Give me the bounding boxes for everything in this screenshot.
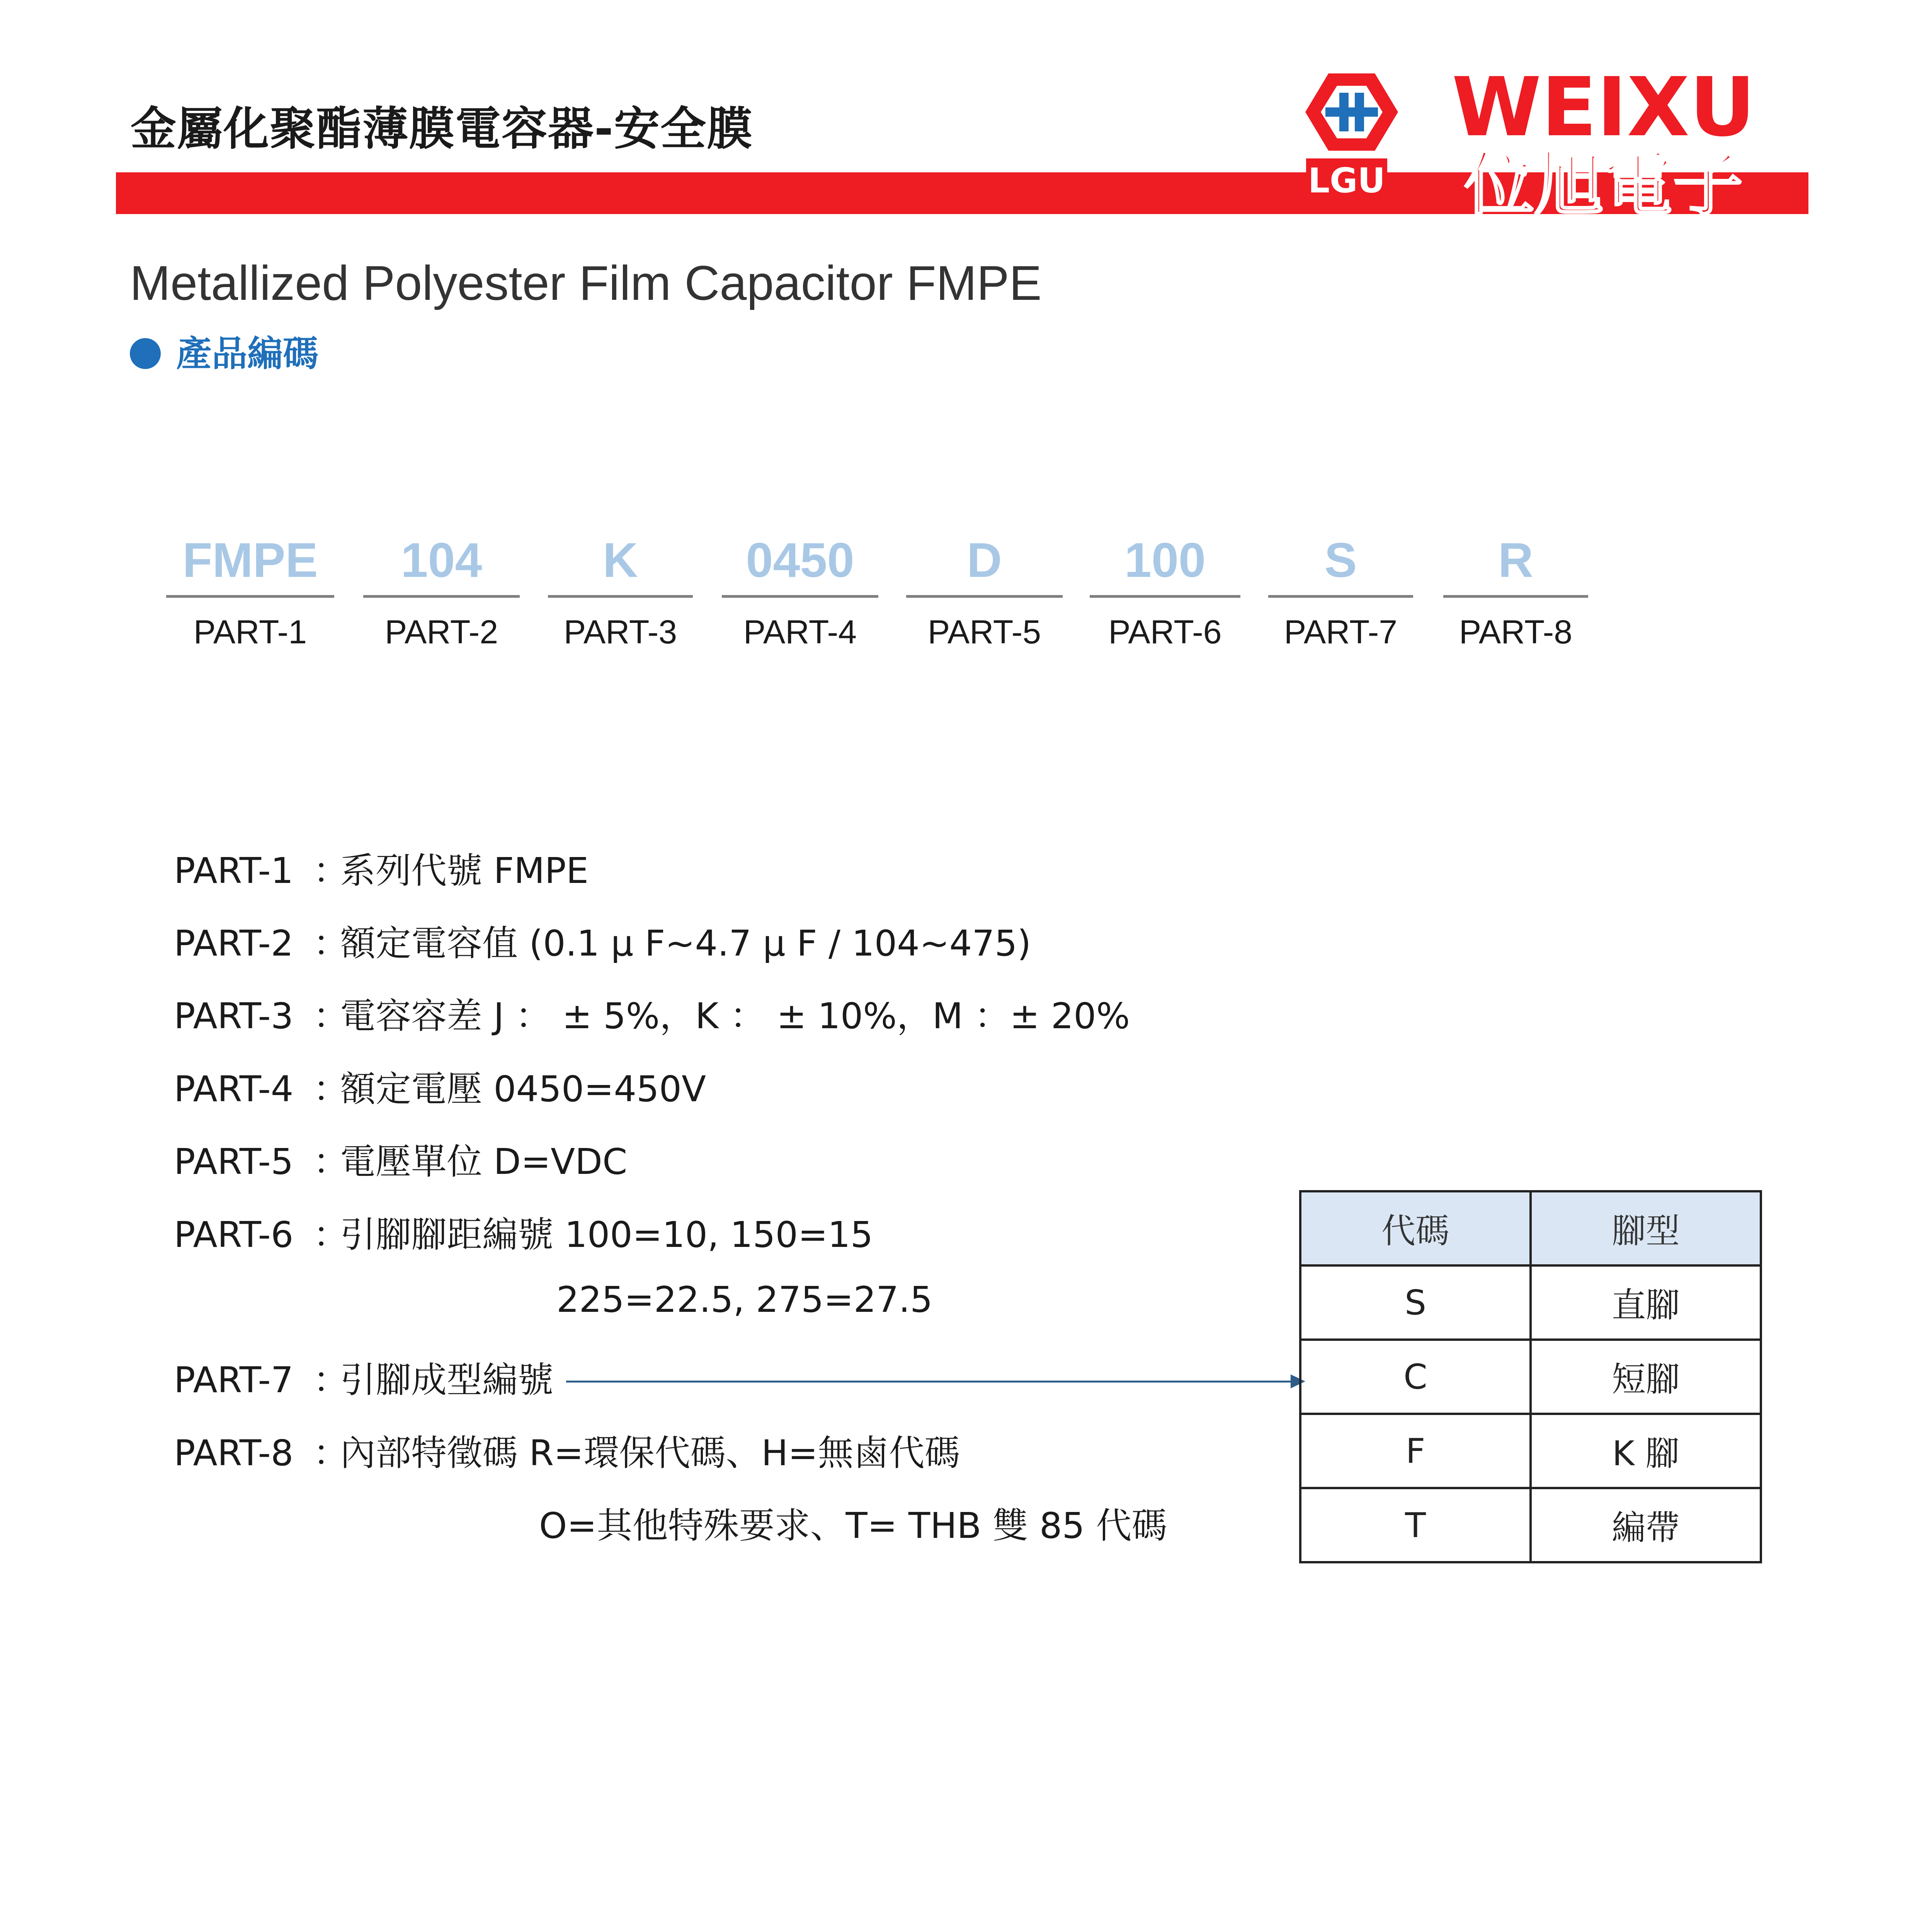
table-row — [1300, 1488, 1761, 1562]
code-part-label: PART-4 — [743, 614, 857, 651]
table-cell: K 腳 — [1531, 1414, 1761, 1488]
brand-sub-text: LGU — [1308, 161, 1385, 201]
code-segment — [363, 526, 520, 651]
table-row — [1300, 1414, 1761, 1488]
code-segment — [548, 526, 693, 651]
desc-continuation: O=其他特殊要求、T= THB 雙 85 代碼 — [539, 1505, 1167, 1546]
desc-row: PART-4 ：額定電壓 0450=450V — [174, 1068, 706, 1110]
desc-text: 引腳腳距編號 100=10, 150=15 — [340, 1214, 873, 1255]
code-value: R — [1498, 533, 1533, 587]
table-cell: F — [1300, 1414, 1531, 1488]
document-title: 金屬化聚酯薄膜電容器-安全膜 — [131, 102, 753, 155]
desc-row: PART-1 ：系列代號 FMPE — [174, 850, 589, 891]
code-value: K — [603, 533, 638, 587]
code-segment — [1090, 526, 1240, 651]
product-subtitle: Metallized Polyester Film Capacitor FMPE — [130, 256, 1042, 310]
code-segment — [166, 526, 334, 651]
desc-row: PART-6 ：引腳腳距編號 100=10, 150=15 — [174, 1214, 873, 1255]
table-row — [1300, 1265, 1761, 1340]
bullet-dot-icon — [130, 338, 161, 369]
table-cell: 編帶 — [1531, 1488, 1761, 1562]
brand-zh-text: 位旭電子 — [1464, 145, 1743, 216]
code-part-label: PART-1 — [193, 614, 307, 651]
desc-label: PART-3 — [174, 995, 294, 1037]
desc-row: PART-3 ：電容容差 J ： ± 5%，K ： ± 10%，M ：± 20% — [174, 995, 1130, 1037]
code-part-label: PART-3 — [563, 614, 677, 651]
table-cell: S — [1300, 1265, 1531, 1340]
desc-row: PART-7 ：引腳成型編號 — [174, 1359, 554, 1401]
weixu-logo — [1283, 62, 1816, 216]
code-part-label: PART-8 — [1459, 614, 1573, 651]
code-underline — [906, 595, 1063, 598]
table-header-cell: 腳型 — [1531, 1191, 1761, 1265]
desc-row: PART-2 ：額定電容值 (0.1 μ F~4.7 μ F / 104~475) — [174, 923, 1031, 964]
code-underline — [1443, 595, 1588, 598]
code-segment — [906, 526, 1063, 651]
table-row — [1300, 1340, 1761, 1414]
table-cell: 直腳 — [1531, 1265, 1761, 1340]
code-underline — [1268, 595, 1413, 598]
table-header-row — [1300, 1191, 1761, 1265]
code-underline — [363, 595, 520, 598]
section-title: 產品編碼 — [176, 333, 319, 374]
desc-label: PART-6 — [174, 1214, 294, 1255]
code-value: FMPE — [182, 533, 318, 587]
lead-type-table — [1299, 1190, 1762, 1563]
desc-label: PART-7 — [174, 1359, 294, 1401]
desc-label: PART-8 — [174, 1432, 294, 1474]
code-underline — [1090, 595, 1240, 598]
code-value: D — [967, 533, 1002, 587]
table-cell: 短腳 — [1531, 1340, 1761, 1414]
code-underline — [166, 595, 334, 598]
code-part-label: PART-6 — [1108, 614, 1222, 651]
desc-text: 電壓單位 D=VDC — [340, 1141, 628, 1182]
desc-text: 引腳成型編號 — [340, 1359, 554, 1401]
desc-row: PART-8 ：內部特徵碼 R=環保代碼、H=無鹵代碼 — [174, 1432, 960, 1474]
code-value: 100 — [1124, 533, 1206, 587]
table-header-cell: 代碼 — [1300, 1191, 1531, 1265]
code-part-label: PART-5 — [927, 614, 1041, 651]
desc-text: 額定電壓 0450=450V — [340, 1068, 706, 1110]
code-segment — [1268, 526, 1413, 651]
code-value: 104 — [401, 533, 482, 587]
desc-text: 系列代號 FMPE — [340, 850, 589, 891]
desc-label: PART-4 — [174, 1068, 294, 1110]
pointer-arrow-line — [566, 1381, 1294, 1383]
desc-text: 電容容差 J ： ± 5%，K ： ± 10%，M ：± 20% — [340, 995, 1130, 1037]
section-heading — [130, 325, 318, 376]
code-value: 0450 — [746, 533, 854, 587]
code-value: S — [1324, 533, 1357, 587]
table-cell: T — [1300, 1488, 1531, 1562]
brand-en-text: WEIXU — [1452, 62, 1755, 155]
code-segment — [722, 526, 878, 651]
code-underline — [548, 595, 693, 598]
desc-continuation: 225=22.5, 275=27.5 — [556, 1279, 933, 1320]
code-part-label: PART-2 — [384, 614, 498, 651]
desc-label: PART-5 — [174, 1141, 294, 1182]
desc-label: PART-1 — [174, 850, 294, 891]
code-segment — [1443, 526, 1588, 651]
desc-text: 額定電容值 (0.1 μ F~4.7 μ F / 104~475) — [340, 923, 1031, 964]
table-cell: C — [1300, 1340, 1531, 1414]
code-underline — [722, 595, 878, 598]
desc-text: 內部特徵碼 R=環保代碼、H=無鹵代碼 — [340, 1432, 960, 1474]
code-part-label: PART-7 — [1284, 614, 1398, 651]
desc-label: PART-2 — [174, 923, 294, 964]
desc-row: PART-5 ：電壓單位 D=VDC — [174, 1141, 628, 1182]
